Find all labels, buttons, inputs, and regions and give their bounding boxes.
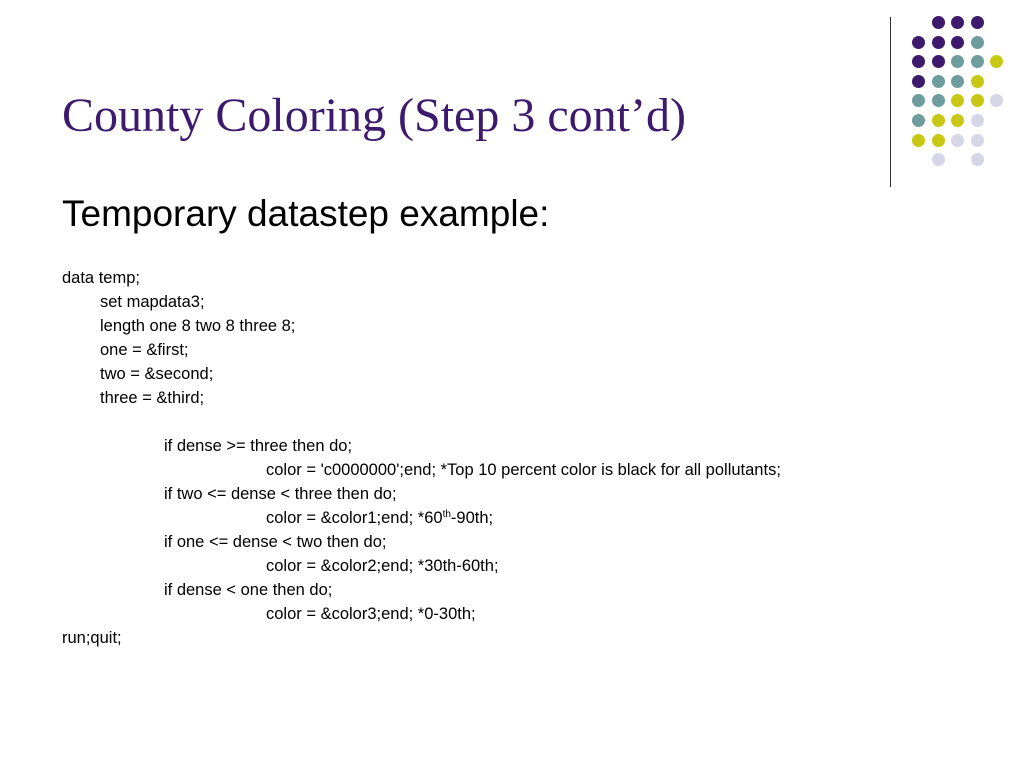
code-line-if1: if dense >= three then do; — [164, 437, 353, 455]
decorative-dot — [912, 114, 925, 127]
decorative-dot — [932, 75, 945, 88]
decorative-dot — [912, 36, 925, 49]
slide-subtitle: Temporary datastep example: — [62, 193, 550, 234]
decorative-dot — [990, 55, 1003, 68]
code-line-blank — [62, 410, 781, 434]
decorative-dot — [932, 36, 945, 49]
code-line-one: one = &first; — [100, 341, 189, 359]
decorative-dot — [912, 134, 925, 147]
decorative-dot — [912, 75, 925, 88]
decorative-dot — [971, 134, 984, 147]
decorative-dot — [990, 94, 1003, 107]
decorative-dot — [951, 75, 964, 88]
slide-title: County Coloring (Step 3 cont’d) — [62, 89, 686, 142]
decorative-dot — [971, 153, 984, 166]
decorative-dot — [932, 134, 945, 147]
code-line-set: set mapdata3; — [100, 293, 205, 311]
code-line-color1-post: -90th; — [450, 509, 494, 527]
decorative-dot — [971, 75, 984, 88]
code-line-if4: if dense < one then do; — [164, 581, 333, 599]
decorative-dot — [932, 16, 945, 29]
decorative-dot — [951, 55, 964, 68]
decorative-dot — [951, 134, 964, 147]
vertical-divider — [890, 17, 891, 187]
decorative-dot — [971, 55, 984, 68]
decorative-dot — [951, 36, 964, 49]
decorative-dot — [971, 94, 984, 107]
decorative-dot — [951, 16, 964, 29]
code-line-two: two = &second; — [100, 365, 214, 383]
decorative-dot — [932, 114, 945, 127]
code-line-three: three = &third; — [100, 389, 205, 407]
code-line-color0: color = 'c0000000';end; *Top 10 percent color is black for all pollutants; — [266, 461, 781, 479]
code-line-if3: if one <= dense < two then do; — [164, 533, 387, 551]
decorative-dot — [971, 16, 984, 29]
code-line-run: run;quit; — [62, 629, 122, 647]
code-block — [62, 266, 781, 650]
code-line-if2: if two <= dense < three then do; — [164, 485, 397, 503]
decorative-dot — [912, 94, 925, 107]
code-line-data: data temp; — [62, 269, 140, 287]
code-line-color1-sup: th — [442, 509, 451, 520]
decorative-dot — [971, 36, 984, 49]
decorative-dot — [951, 114, 964, 127]
decorative-dot — [932, 55, 945, 68]
code-line-length: length one 8 two 8 three 8; — [100, 317, 296, 335]
decorative-dot — [912, 55, 925, 68]
decorative-dot — [932, 94, 945, 107]
decorative-dot — [932, 153, 945, 166]
code-line-color2: color = &color2;end; *30th-60th; — [266, 557, 499, 575]
code-line-color1 — [62, 506, 781, 530]
decorative-dot — [971, 114, 984, 127]
code-line-color3: color = &color3;end; *0-30th; — [266, 605, 476, 623]
code-line-color1-pre: color = &color1;end; *60 — [266, 509, 443, 527]
decorative-dot — [951, 94, 964, 107]
